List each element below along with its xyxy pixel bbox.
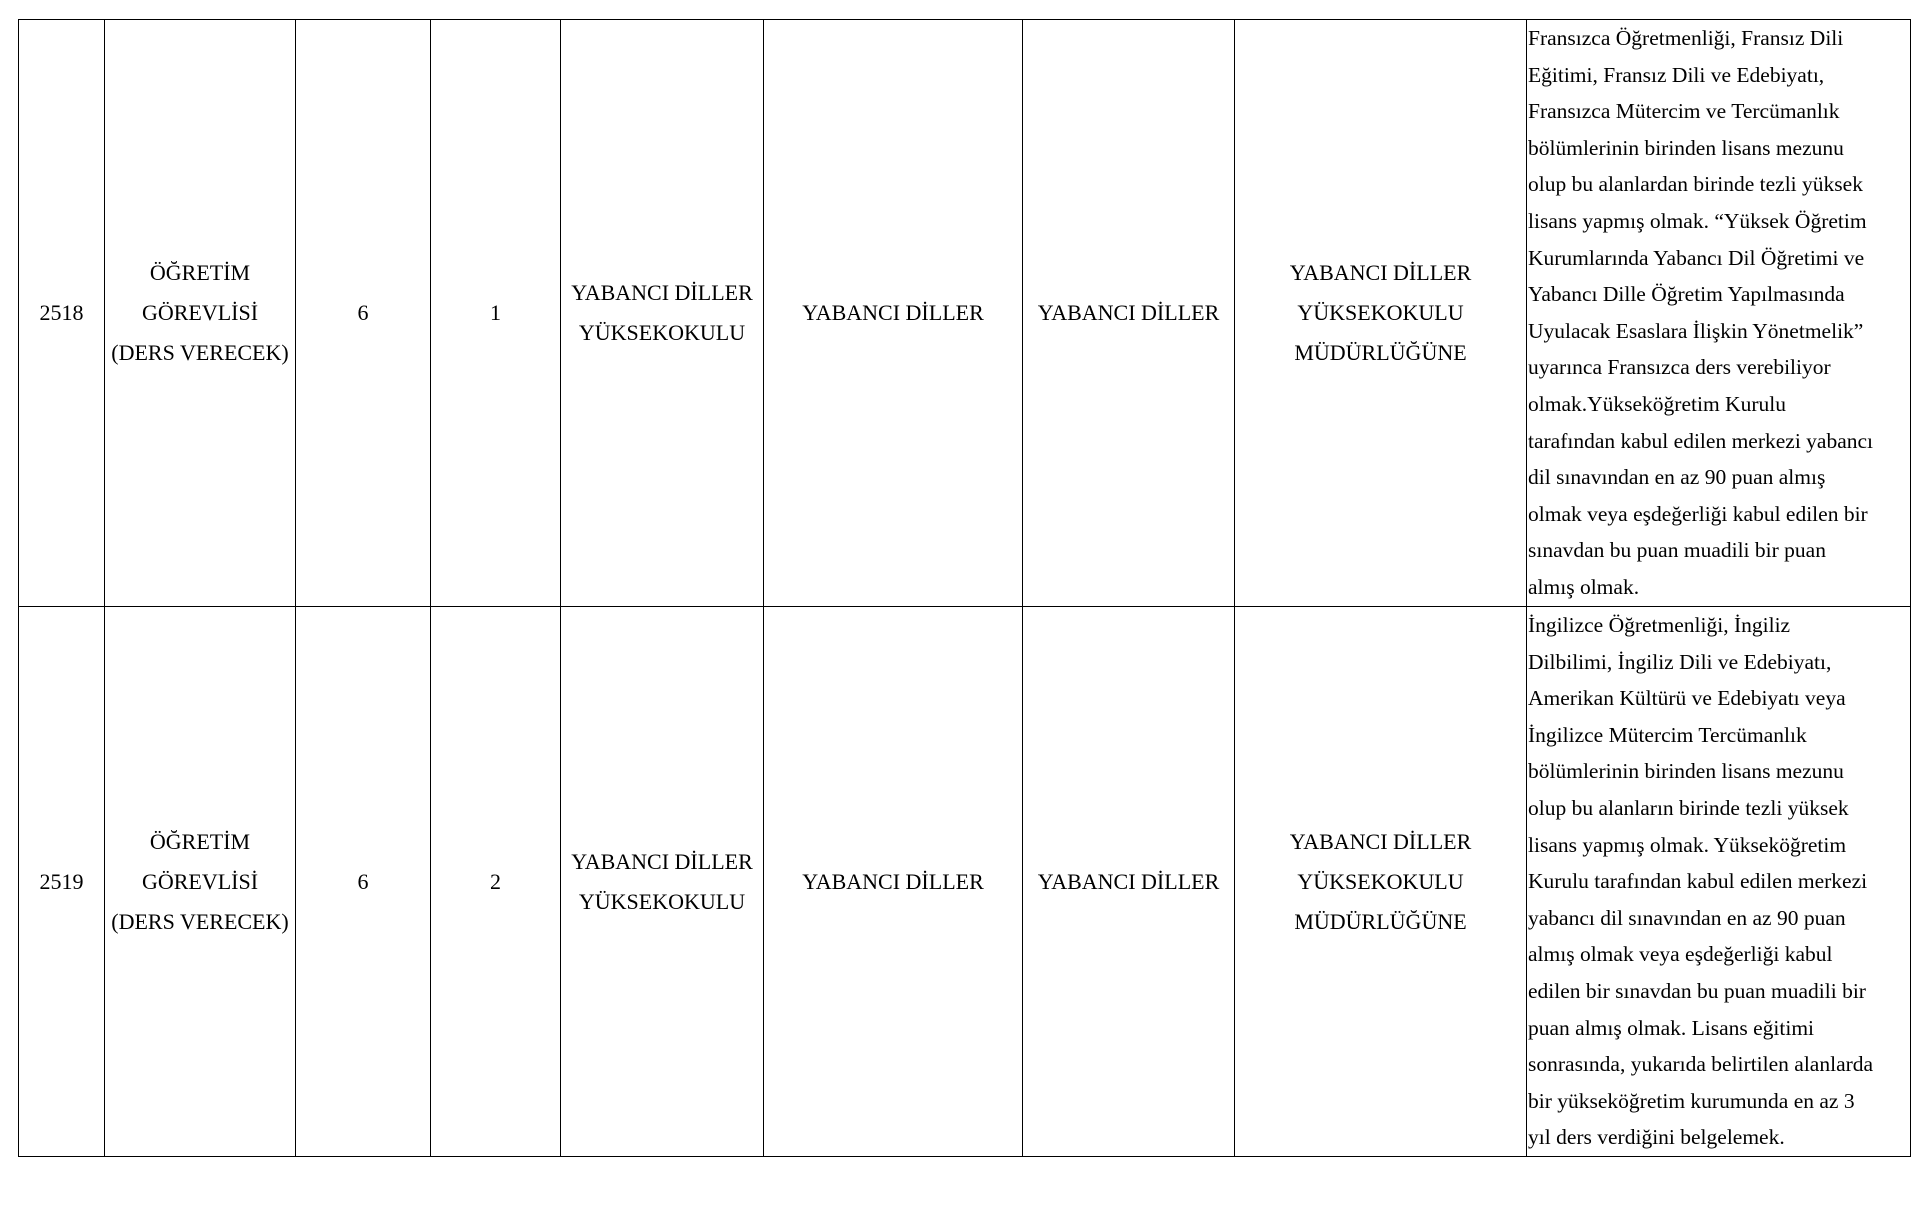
ilan-no-cell: 2519	[19, 607, 105, 1157]
adet-cell: 1	[431, 20, 561, 607]
birim-cell: YABANCI DİLLER YÜKSEKOKULU	[561, 20, 764, 607]
basvuru-yeri-cell: YABANCI DİLLER YÜKSEKOKULU MÜDÜRLÜĞÜNE	[1235, 20, 1527, 607]
kadro-unvani-cell: ÖĞRETİM GÖREVLİSİ (DERS VERECEK)	[105, 607, 296, 1157]
adet-cell: 2	[431, 607, 561, 1157]
basvuru-yeri-cell: YABANCI DİLLER YÜKSEKOKULU MÜDÜRLÜĞÜNE	[1235, 607, 1527, 1157]
position-table	[18, 19, 1911, 1157]
table-row	[19, 607, 1911, 1157]
ilan-no-cell: 2518	[19, 20, 105, 607]
anabilim-dali-cell: YABANCI DİLLER	[1023, 20, 1235, 607]
aciklama-cell: Fransızca Öğretmenliği, Fransız Dili Eğitimi, Fransız Dili ve Edebiyatı, Fransızca Mütercim ve Tercümanlık bölümlerinin birinden lisans mezunu olup bu alanlardan birinde tezli yüksek lisans yapmış olmak. “Yüksek Öğretim Kurumlarında Yabancı Dil Öğretimi ve Yabancı Dille Öğretim Yapılmasında Uyulacak Esaslara İlişkin Yönetmelik” uyarınca Fransızca ders verebiliyor olmak.Yükseköğretim Kurulu tarafından kabul edilen merkezi yabancı dil sınavından en az 90 puan almış olmak veya eşdeğerliği kabul edilen bir sınavdan bu puan muadili bir puan almış olmak.	[1527, 20, 1911, 607]
kadro-unvani-cell: ÖĞRETİM GÖREVLİSİ (DERS VERECEK)	[105, 20, 296, 607]
anabilim-dali-cell: YABANCI DİLLER	[1023, 607, 1235, 1157]
aciklama-cell: İngilizce Öğretmenliği, İngiliz Dilbilimi, İngiliz Dili ve Edebiyatı, Amerikan Kültürü ve Edebiyatı veya İngilizce Mütercim Tercümanlık bölümlerinin birinden lisans mezunu olup bu alanların birinde tezli yüksek lisans yapmış olmak. Yükseköğretim Kurulu tarafından kabul edilen merkezi yabancı dil sınavından en az 90 puan almış olmak veya eşdeğerliği kabul edilen bir sınavdan bu puan muadili bir puan almış olmak. Lisans eğitimi sonrasında, yukarıda belirtilen alanlarda bir yükseköğretim kurumunda en az 3 yıl ders verdiğini belgelemek.	[1527, 607, 1911, 1157]
derece-cell: 6	[296, 607, 431, 1157]
table-row	[19, 20, 1911, 607]
derece-cell: 6	[296, 20, 431, 607]
bolum-cell: YABANCI DİLLER	[764, 607, 1023, 1157]
birim-cell: YABANCI DİLLER YÜKSEKOKULU	[561, 607, 764, 1157]
bolum-cell: YABANCI DİLLER	[764, 20, 1023, 607]
